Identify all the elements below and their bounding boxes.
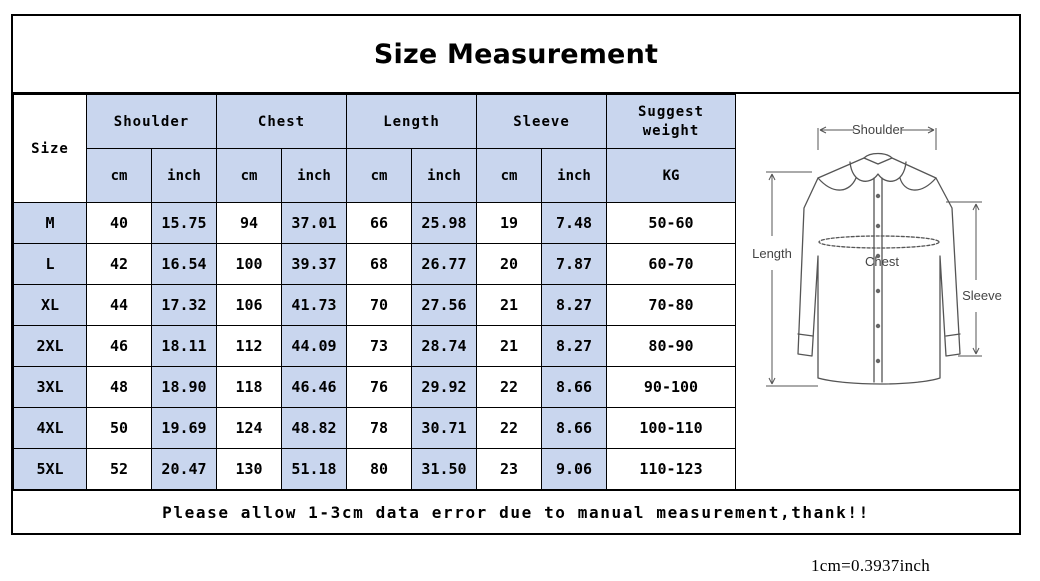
weight-cell: 80-90 [607, 326, 736, 367]
chest-inch-cell: 44.09 [282, 326, 347, 367]
length-inch-cell: 28.74 [412, 326, 477, 367]
chest-cm-cell: 94 [217, 203, 282, 244]
shoulder-cm-cell: 48 [87, 367, 152, 408]
chest-inch-cell: 39.37 [282, 244, 347, 285]
length-header: Length [347, 95, 477, 149]
shoulder-header: Shoulder [87, 95, 217, 149]
sleeve-cm-cell: 23 [477, 449, 542, 490]
sleeve-cm-cell: 20 [477, 244, 542, 285]
weight-cell: 110-123 [607, 449, 736, 490]
placket [874, 178, 882, 382]
shoulder-label: Shoulder [851, 122, 905, 137]
cuffs [798, 334, 960, 336]
table-row [14, 203, 736, 244]
sleeve-inch-cell: 8.66 [542, 367, 607, 408]
chest-inch-cell: 41.73 [282, 285, 347, 326]
shoulder-cm-cell: 42 [87, 244, 152, 285]
table-row [14, 285, 736, 326]
chest-inch-unit: inch [282, 149, 347, 203]
sleeve-inch-cell: 7.48 [542, 203, 607, 244]
collar-band [864, 154, 892, 159]
chest-inch-cell: 51.18 [282, 449, 347, 490]
shoulder-inch-cell: 18.11 [152, 326, 217, 367]
size-cell: 2XL [14, 326, 87, 367]
chest-line [819, 236, 939, 248]
weight-header: Suggest weight [607, 95, 736, 149]
weight-cell: 100-110 [607, 408, 736, 449]
sleeve-cm-cell: 21 [477, 285, 542, 326]
length-inch-cell: 25.98 [412, 203, 477, 244]
shoulder-inch-cell: 19.69 [152, 408, 217, 449]
sleeve-cm-cell: 22 [477, 408, 542, 449]
measurement-note: Please allow 1-3cm data error due to manual measurement,thank!! [162, 502, 870, 522]
length-cm-cell: 70 [347, 285, 412, 326]
sleeve-inch-cell: 8.66 [542, 408, 607, 449]
length-ticks [766, 172, 818, 386]
weight-cell: 60-70 [607, 244, 736, 285]
shoulder-cm-cell: 44 [87, 285, 152, 326]
length-cm-cell: 68 [347, 244, 412, 285]
sleeve-header: Sleeve [477, 95, 607, 149]
length-inch-cell: 27.56 [412, 285, 477, 326]
table-row [14, 367, 736, 408]
length-cm-cell: 80 [347, 449, 412, 490]
shoulder-inch-cell: 17.32 [152, 285, 217, 326]
size-cell: XL [14, 285, 87, 326]
size-chart-frame [11, 14, 1021, 535]
shoulder-cm-cell: 52 [87, 449, 152, 490]
sleeve-ticks [946, 202, 982, 356]
table-row [14, 326, 736, 367]
shoulder-inch-cell: 15.75 [152, 203, 217, 244]
shoulder-inch-cell: 20.47 [152, 449, 217, 490]
size-cell: 5XL [14, 449, 87, 490]
length-inch-cell: 26.77 [412, 244, 477, 285]
shoulder-cm-cell: 50 [87, 408, 152, 449]
chest-cm-cell: 124 [217, 408, 282, 449]
size-cell: 3XL [14, 367, 87, 408]
sleeve-inch-unit: inch [542, 149, 607, 203]
page-title: Size Measurement [373, 38, 659, 70]
shoulder-cm-cell: 46 [87, 326, 152, 367]
shoulder-inch-unit: inch [152, 149, 217, 203]
chest-cm-unit: cm [217, 149, 282, 203]
size-cell: 4XL [14, 408, 87, 449]
chest-label: Chest [865, 254, 899, 269]
title-bar [13, 16, 1019, 94]
table-row [14, 408, 736, 449]
length-cm-cell: 78 [347, 408, 412, 449]
length-inch-cell: 31.50 [412, 449, 477, 490]
left-yoke [818, 178, 856, 190]
table-row [14, 244, 736, 285]
chest-inch-cell: 37.01 [282, 203, 347, 244]
chest-cm-cell: 118 [217, 367, 282, 408]
length-inch-unit: inch [412, 149, 477, 203]
shoulder-cm-cell: 40 [87, 203, 152, 244]
sleeve-label: Sleeve [962, 288, 1002, 303]
size-table [13, 94, 736, 490]
length-inch-cell: 30.71 [412, 408, 477, 449]
weight-cell: 50-60 [607, 203, 736, 244]
chest-cm-cell: 100 [217, 244, 282, 285]
shirt-buttons [876, 194, 880, 363]
size-cell: L [14, 244, 87, 285]
shirt-diagram [746, 116, 1008, 406]
chest-inch-cell: 46.46 [282, 367, 347, 408]
size-cell: M [14, 203, 87, 244]
shirt-outline [798, 158, 960, 384]
weight-cell: 70-80 [607, 285, 736, 326]
right-yoke [900, 178, 936, 190]
sleeve-inch-cell: 7.87 [542, 244, 607, 285]
sleeve-cm-cell: 19 [477, 203, 542, 244]
length-label: Length [752, 246, 792, 261]
sleeve-inch-cell: 9.06 [542, 449, 607, 490]
sleeve-inch-cell: 8.27 [542, 285, 607, 326]
chest-cm-cell: 106 [217, 285, 282, 326]
chest-cm-cell: 112 [217, 326, 282, 367]
table-row [14, 449, 736, 490]
weight-cell: 90-100 [607, 367, 736, 408]
chest-header: Chest [217, 95, 347, 149]
length-cm-cell: 76 [347, 367, 412, 408]
sleeve-cm-cell: 21 [477, 326, 542, 367]
size-header: Size [14, 95, 87, 203]
sleeve-cm-unit: cm [477, 149, 542, 203]
length-inch-cell: 29.92 [412, 367, 477, 408]
sleeve-inch-cell: 8.27 [542, 326, 607, 367]
length-cm-cell: 66 [347, 203, 412, 244]
shirt-diagram-cell [735, 94, 1019, 489]
chest-cm-cell: 130 [217, 449, 282, 490]
unit-conversion: 1cm=0.3937inch [811, 556, 931, 575]
chest-inch-cell: 48.82 [282, 408, 347, 449]
shoulder-inch-cell: 18.90 [152, 367, 217, 408]
note-bar [13, 489, 1019, 533]
shoulder-cm-unit: cm [87, 149, 152, 203]
shirt-collar [850, 162, 906, 181]
sleeve-cm-cell: 22 [477, 367, 542, 408]
shoulder-inch-cell: 16.54 [152, 244, 217, 285]
length-cm-unit: cm [347, 149, 412, 203]
weight-kg-unit: KG [607, 149, 736, 203]
length-cm-cell: 73 [347, 326, 412, 367]
